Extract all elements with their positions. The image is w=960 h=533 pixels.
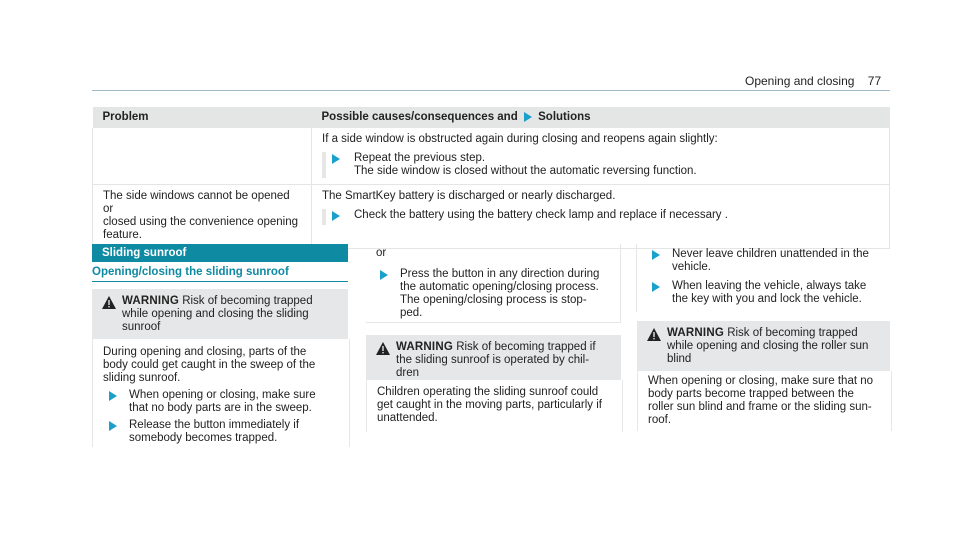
header-title: Opening and closing bbox=[745, 74, 855, 88]
warning-body-line: During opening and closing, parts of the bbox=[103, 346, 307, 358]
step-line: The side window is closed without the automatic reversing function. bbox=[354, 165, 697, 177]
warning-label: WARNING bbox=[122, 295, 179, 307]
warning-line: while opening and closing the roller sun bbox=[667, 340, 869, 352]
warning-icon bbox=[647, 328, 661, 341]
warning-line: blind bbox=[667, 353, 692, 365]
step-line: the automatic opening/closing process. bbox=[400, 281, 599, 293]
problem-line: feature. bbox=[103, 229, 142, 241]
warning-body-line: unattended. bbox=[377, 412, 438, 424]
step-line: ped. bbox=[400, 307, 423, 319]
step-line: When opening or closing, make sure bbox=[129, 389, 316, 401]
solution-step bbox=[322, 209, 881, 222]
step-arrow-icon bbox=[380, 270, 388, 280]
or-text: or bbox=[376, 247, 387, 259]
warning-body-line: When opening or closing, make sure that no bbox=[648, 375, 874, 387]
step-line: Press the button in any direction during bbox=[400, 268, 600, 280]
warning-body-line: body parts become trapped between the bbox=[648, 388, 854, 400]
warning-body-line: sliding sunroof. bbox=[103, 372, 181, 384]
warning-label: WARNING bbox=[396, 341, 453, 353]
warning-body bbox=[637, 371, 892, 431]
warning-line: the sliding sunroof is operated by chil- bbox=[396, 354, 590, 366]
warning-body-line: body could get caught in the sweep of the bbox=[103, 359, 316, 371]
warning-box bbox=[637, 321, 890, 371]
warning-line: Risk of becoming trapped bbox=[727, 327, 858, 339]
step-arrow-icon bbox=[332, 211, 340, 221]
section-title: Sliding sunroof bbox=[102, 247, 187, 259]
warning-box bbox=[92, 289, 348, 339]
step-line: vehicle. bbox=[672, 261, 711, 273]
warning-icon bbox=[376, 342, 390, 355]
warning-body bbox=[92, 339, 350, 447]
warning-body bbox=[366, 380, 623, 432]
troubleshooting-table bbox=[92, 107, 890, 249]
step-line: Repeat the previous step. bbox=[354, 152, 486, 164]
table-header-problem: Problem bbox=[93, 107, 312, 128]
table-cell-cause bbox=[312, 185, 890, 249]
table-row bbox=[93, 128, 890, 185]
table-cell-problem bbox=[93, 128, 312, 185]
solution-step bbox=[376, 268, 599, 320]
column-rule bbox=[620, 244, 621, 322]
table-row bbox=[93, 185, 890, 249]
step-arrow-icon bbox=[109, 391, 117, 401]
section-subtitle: Opening/closing the sliding sunroof bbox=[92, 266, 348, 282]
warning-body-line: roller sun blind and frame or the sliding sun- bbox=[648, 401, 872, 413]
solution-arrow-icon bbox=[524, 112, 532, 122]
warning-line: dren bbox=[396, 367, 420, 379]
table-cell-cause bbox=[312, 128, 890, 185]
warning-body-line: roof. bbox=[648, 414, 672, 426]
step-bar bbox=[322, 152, 326, 178]
step-line: When leaving the vehicle, always take bbox=[672, 280, 867, 292]
warning-body-line: Children operating the sliding sunroof could bbox=[377, 386, 599, 398]
warning-line: sunroof bbox=[122, 321, 161, 333]
table-header-causes-label: Possible causes/consequences and bbox=[321, 111, 518, 123]
warning-icon bbox=[102, 296, 116, 309]
warning-line: Risk of becoming trapped if bbox=[456, 341, 596, 353]
header-rule bbox=[92, 90, 890, 91]
column-rule bbox=[366, 322, 621, 323]
step-arrow-icon bbox=[332, 154, 340, 164]
section-heading bbox=[92, 244, 348, 262]
solution-step bbox=[648, 280, 866, 306]
step-arrow-icon bbox=[652, 282, 660, 292]
column-rule bbox=[636, 244, 637, 312]
table-header-solutions-label: Solutions bbox=[538, 111, 591, 123]
warning-line: Risk of becoming trapped bbox=[182, 295, 313, 307]
warning-label: WARNING bbox=[667, 327, 724, 339]
problem-line: The side windows cannot be opened or bbox=[103, 190, 290, 215]
step-bar bbox=[322, 209, 326, 225]
running-header bbox=[745, 74, 881, 88]
solution-step bbox=[105, 419, 299, 445]
table-header-row bbox=[93, 107, 890, 128]
cause-text: If a side window is obstructed again during closing and reopens again slightly: bbox=[322, 133, 718, 145]
problem-line: closed using the convenience opening bbox=[103, 216, 299, 228]
solution-step bbox=[105, 389, 316, 415]
step-line: Check the battery using the battery check lamp and replace if necessary . bbox=[354, 209, 728, 221]
step-line: the key with you and lock the vehicle. bbox=[672, 293, 862, 305]
cause-text: The SmartKey battery is discharged or nearly discharged. bbox=[322, 190, 616, 202]
solution-step bbox=[648, 248, 869, 274]
step-line: The opening/closing process is stop- bbox=[400, 294, 587, 306]
warning-box bbox=[366, 335, 621, 380]
step-line: Release the button immediately if bbox=[129, 419, 300, 431]
step-arrow-icon bbox=[652, 250, 660, 260]
warning-line: while opening and closing the sliding bbox=[122, 308, 309, 320]
table-header-causes bbox=[312, 107, 890, 128]
table-cell-problem bbox=[93, 185, 312, 249]
page-number: 77 bbox=[867, 74, 882, 88]
solution-step bbox=[322, 152, 881, 178]
step-arrow-icon bbox=[109, 421, 117, 431]
step-line: that no body parts are in the sweep. bbox=[129, 402, 312, 414]
step-line: Never leave children unattended in the bbox=[672, 248, 869, 260]
step-line: somebody becomes trapped. bbox=[129, 432, 278, 444]
warning-body-line: get caught in the moving parts, particularly if bbox=[377, 399, 603, 411]
